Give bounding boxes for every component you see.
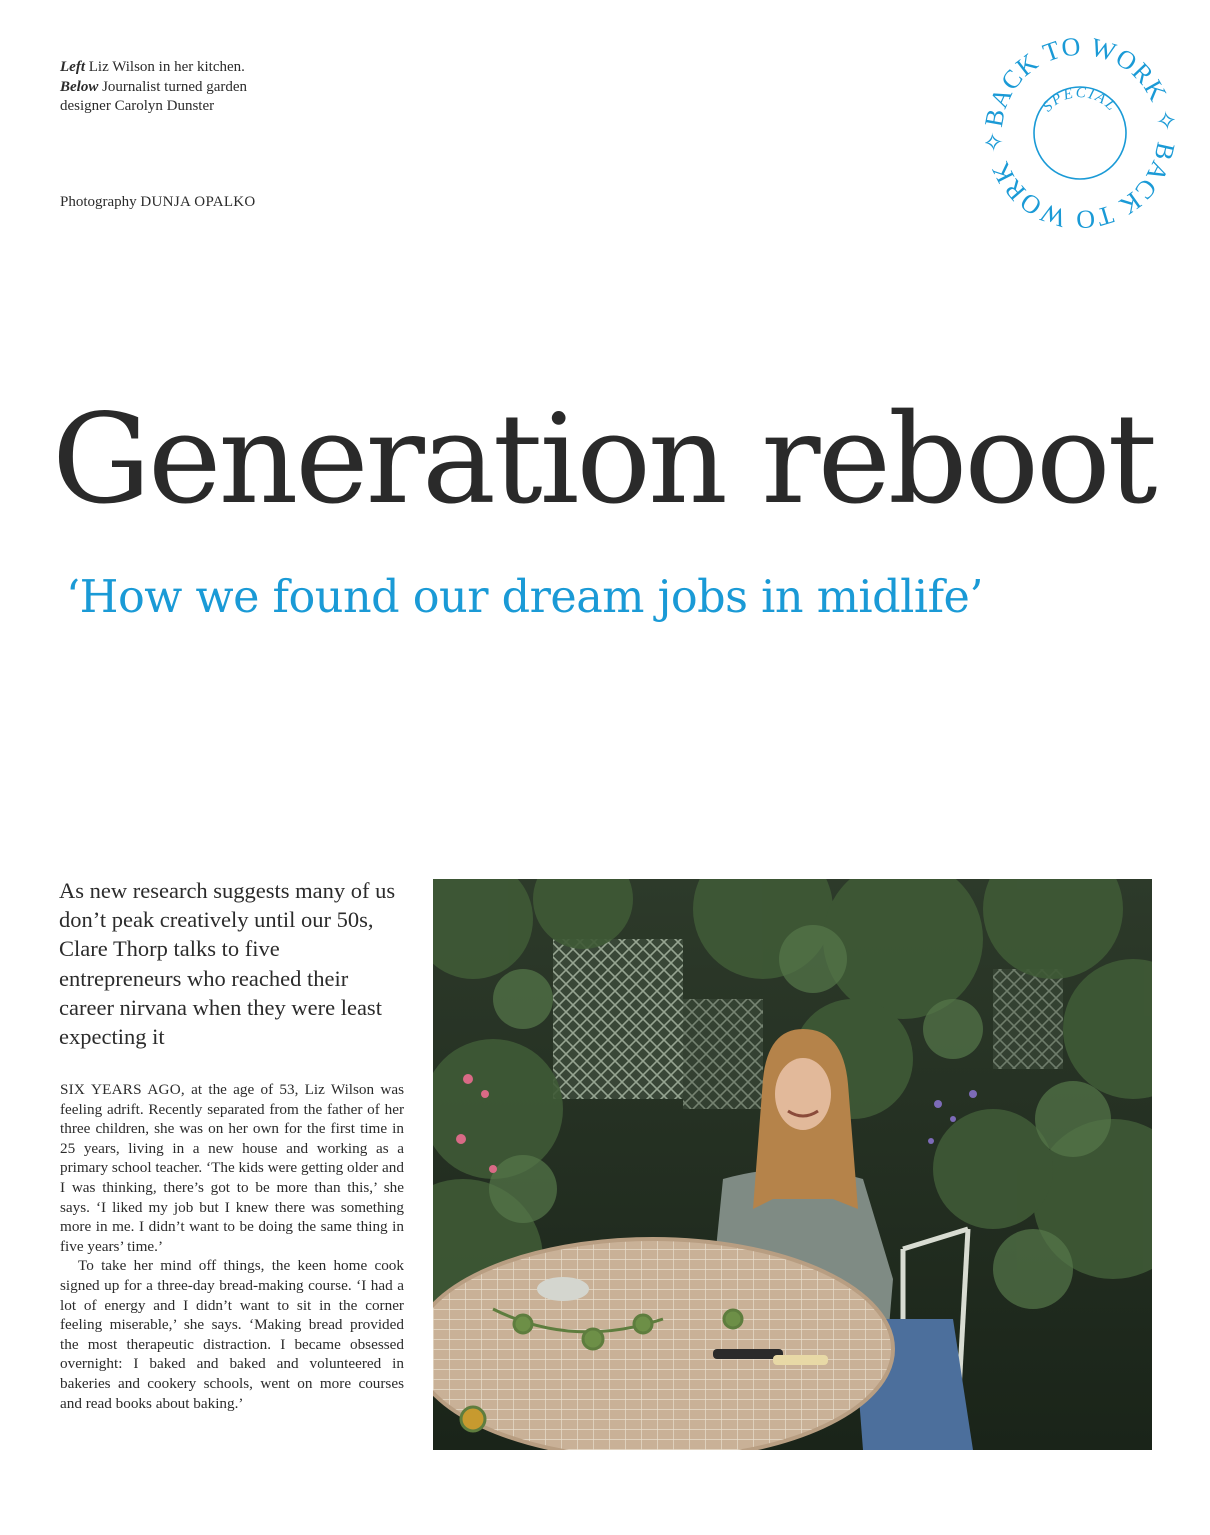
stamp-center-text: SPECIAL	[1039, 84, 1121, 116]
caption-left-label: Left	[60, 59, 85, 75]
garden-portrait-illustration	[433, 879, 1152, 1450]
subheadline: ‘How we found our dream jobs in midlife’	[66, 572, 984, 623]
photo-caption	[60, 58, 260, 117]
body-paragraph-2: To take her mind off things, the keen home cook signed up for a three-day bread-making course. ‘I had a lot of energy and I didn’t want to sit in the corner feeling miserable,’ she says. ‘Making bread provided the most therapeutic distraction. I became obsessed overnight: I baked and baked and volunteered in bakeries and cookery schools, went on more courses and read books about baking.’	[60, 1257, 404, 1412]
credit-name: DUNJA OPALKO	[140, 194, 256, 210]
stamp-graphic	[985, 38, 1175, 228]
credit-label: Photography	[60, 194, 137, 210]
trellis-left	[553, 939, 683, 1099]
standfirst: As new research suggests many of us don’t peak creatively until our 50s, Clare Thorp talks to five entrepreneurs who reached their career nirvana when they were least expecting it	[59, 878, 396, 1050]
article-body	[60, 1080, 404, 1413]
body-lead-in: SIX YEARS AGO,	[60, 1081, 185, 1098]
headline: Generation reboot	[52, 388, 1155, 532]
back-to-work-stamp	[985, 38, 1175, 228]
photo-credit	[60, 194, 256, 211]
caption-left-text: Liz Wilson in her kitchen.	[88, 59, 245, 75]
stamp-ring-text: ACK TO WORK ACK TO WORK	[985, 38, 1175, 228]
feature-photo	[433, 879, 1152, 1450]
body-paragraph-1-text: at the age of 53, Liz Wilson was feeling adrift. Recently separated from the father of her three children, she was on her own for the first time in 25 years, living in a new house and working as a primary school teacher. ‘The kids were getting older and I was thinking, there’s got to be more than this,’ she says. ‘I liked my job but I knew there was something more in me. I didn’t want to be doing the same thing in five years’ time.’	[60, 1081, 404, 1255]
trellis-right	[993, 969, 1063, 1069]
mosaic-table	[433, 1239, 893, 1450]
body-paragraph-1	[60, 1080, 404, 1256]
caption-below-label: Below	[60, 78, 99, 95]
caption-below-text: Journalist turned garden designer Carolyn Dunster	[60, 78, 248, 114]
